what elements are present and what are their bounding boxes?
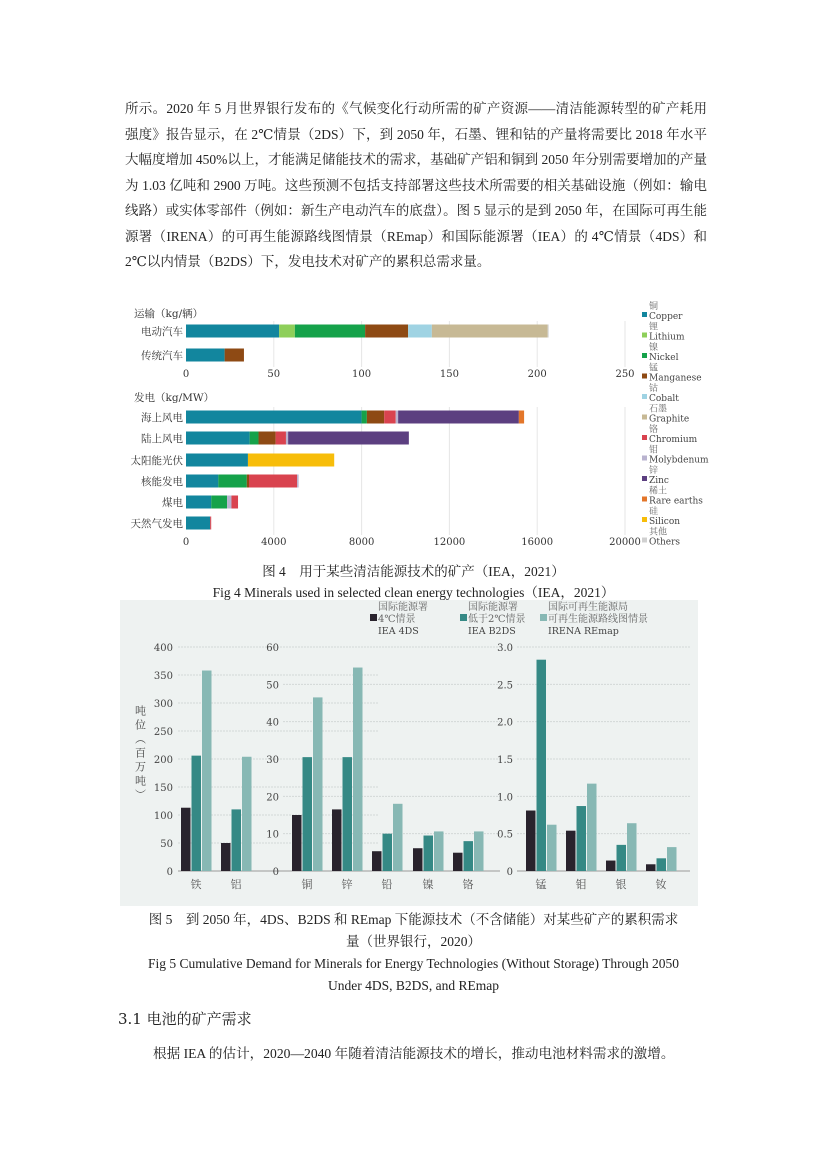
legend-label-cn: 钼	[649, 445, 659, 456]
y-tick-label: 0	[166, 867, 173, 878]
bar-irena-remap	[474, 831, 484, 871]
bar-segment-rare-earths	[519, 411, 524, 424]
bar-iea-4ds	[646, 864, 656, 871]
category-label: 铬	[462, 878, 474, 891]
y-tick-label: 350	[153, 671, 173, 682]
bar-segment-molybdenum	[396, 411, 398, 424]
legend-label-cn: 铜	[649, 302, 659, 312]
legend-swatch	[642, 312, 647, 317]
y-tick-label: 200	[153, 755, 173, 766]
bar-irena-remap	[627, 823, 637, 871]
y-tick-label: 150	[153, 783, 173, 794]
bar-iea-b2ds	[577, 806, 587, 871]
x-tick-label: 50	[267, 369, 281, 380]
body-paragraph-2: 根据 IEA 的估计，2020—2040 年随着清洁能源技术的增长，推动电池材料需求的激增。	[153, 1046, 675, 1061]
legend-label-en: Others	[649, 537, 681, 548]
legend-swatch	[540, 614, 547, 621]
bar-iea-4ds	[181, 808, 191, 871]
category-label: 钕	[655, 878, 667, 891]
bar-segment-copper	[186, 432, 250, 445]
fig5-caption-en-1: Fig 5 Cumulative Demand for Minerals for Energy Technologies (Without Storage) Through 2050	[148, 956, 679, 971]
bar-iea-b2ds	[464, 841, 474, 871]
y-tick-label: 10	[266, 829, 279, 841]
bar-segment-nickel	[250, 432, 259, 445]
legend-swatch	[642, 394, 647, 399]
figure-4-minerals-chart	[120, 300, 710, 552]
bar-segment-chromium	[276, 432, 286, 445]
bar-iea-b2ds	[192, 756, 202, 871]
legend-label-en: Lithium	[649, 332, 685, 343]
bar-segment-zinc	[288, 432, 409, 445]
legend-label-cn: 锂	[649, 322, 659, 333]
y-tick-label: 0	[272, 867, 279, 878]
legend-label-cn1: 国际能源署	[468, 602, 518, 613]
category-label: 锰	[535, 878, 547, 891]
x-tick-label: 150	[439, 369, 459, 380]
legend-label-en: Molybdenum	[649, 455, 709, 466]
bar-iea-b2ds	[383, 834, 393, 871]
legend-label-en: Silicon	[649, 517, 681, 527]
bar-segment-chromium	[249, 475, 297, 488]
bar-segment-chromium	[384, 411, 396, 424]
section-label: 发电（kg/MW）	[134, 392, 215, 404]
x-tick-label: 0	[182, 369, 190, 380]
fig4-caption-cn: 图 4 用于某些清洁能源技术的矿产（IEA，2021）	[262, 564, 565, 579]
row-label: 海上风电	[141, 412, 183, 424]
bar-segment-molybdenum	[286, 432, 288, 445]
y-axis-label: 吨位（百万吨）	[133, 705, 147, 803]
legend-swatch	[642, 435, 647, 440]
bar-segment-manganese	[367, 411, 384, 424]
legend-label-cn: 镍	[649, 343, 659, 353]
legend-swatch	[460, 614, 467, 621]
bar-iea-4ds	[292, 815, 302, 871]
y-tick-label: 50	[266, 680, 279, 692]
legend-label-cn: 其他	[649, 527, 668, 538]
bar-iea-b2ds	[303, 757, 313, 871]
bar-iea-4ds	[453, 853, 463, 871]
bar-segment-others	[548, 325, 549, 338]
legend-swatch	[642, 333, 647, 338]
legend-label-cn2: 低于2℃情景	[468, 614, 526, 625]
bar-iea-4ds	[566, 831, 576, 871]
legend-label-en: Copper	[649, 312, 683, 322]
y-tick-label: 3.0	[497, 643, 513, 654]
bar-iea-4ds	[332, 809, 342, 871]
legend-label-cn1: 国际能源署	[378, 602, 428, 613]
bar-irena-remap	[434, 831, 444, 871]
section-heading: 3.1 电池的矿产需求	[118, 1010, 252, 1028]
bar-segment-nickel	[218, 475, 246, 488]
legend-label-en: Cobalt	[649, 394, 679, 404]
legend-swatch	[642, 476, 647, 481]
legend-label-cn: 锰	[649, 363, 659, 374]
bar-iea-4ds	[413, 848, 423, 871]
bar-iea-b2ds	[537, 660, 547, 871]
y-tick-label: 300	[153, 699, 173, 710]
x-tick-label: 4000	[261, 537, 287, 548]
category-label: 镍	[422, 878, 434, 891]
bar-segment-copper	[186, 517, 210, 530]
legend-label-en: IRENA REmap	[548, 626, 619, 637]
category-label: 铁	[190, 878, 202, 891]
y-tick-label: 20	[266, 792, 279, 804]
legend-label-en: IEA 4DS	[378, 626, 419, 637]
bar-segment-zinc	[398, 411, 519, 424]
row-label: 核能发电	[141, 476, 183, 488]
row-label: 煤电	[162, 497, 183, 509]
bar-segment-chromium	[231, 496, 238, 509]
bar-segment-copper	[186, 475, 218, 488]
bar-segment-molybdenum	[297, 475, 299, 488]
legend-label-cn: 锌	[649, 466, 659, 476]
bar-segment-molybdenum	[227, 496, 231, 509]
y-tick-label: 400	[153, 643, 173, 654]
y-tick-label: 250	[153, 727, 173, 738]
bar-segment-nickel	[211, 496, 227, 509]
y-tick-label: 30	[266, 755, 279, 766]
legend-swatch	[642, 538, 647, 543]
legend-swatch	[642, 517, 647, 522]
x-tick-label: 16000	[521, 537, 554, 548]
fig4-caption-en: Fig 4 Minerals used in selected clean energy technologies（IEA，2021）	[212, 585, 615, 600]
legend-swatch	[642, 374, 647, 379]
fig5-caption-cn-1: 图 5 到 2050 年，4DS、B2DS 和 REmap 下能源技术（不含储能）对某些矿产的累积需求	[148, 912, 679, 927]
bar-segment-chromium	[210, 517, 211, 530]
x-tick-label: 100	[352, 369, 372, 380]
bar-iea-4ds	[221, 843, 231, 871]
bar-irena-remap	[667, 847, 677, 871]
bar-segment-graphite	[432, 325, 548, 338]
bar-segment-manganese	[247, 475, 249, 488]
legend-label-cn: 硅	[649, 507, 659, 517]
category-label: 钼	[575, 878, 587, 891]
legend-label-cn1: 国际可再生能源局	[548, 602, 628, 613]
legend-swatch	[642, 497, 647, 502]
category-label: 银	[615, 878, 627, 891]
bar-iea-4ds	[606, 861, 616, 871]
category-label: 铜	[301, 878, 313, 891]
bar-iea-4ds	[526, 811, 536, 871]
x-tick-label: 8000	[348, 537, 375, 548]
category-label: 铅	[381, 878, 393, 891]
bar-segment-copper	[186, 454, 248, 467]
y-tick-label: 0.5	[497, 829, 513, 841]
y-tick-label: 2.0	[497, 717, 513, 729]
bar-irena-remap	[353, 668, 363, 871]
legend-swatch	[370, 614, 377, 621]
y-tick-label: 50	[160, 839, 173, 850]
y-tick-label: 1.0	[497, 792, 513, 804]
bar-segment-copper	[186, 325, 279, 338]
bar-irena-remap	[242, 757, 252, 871]
bar-segment-manganese	[259, 432, 276, 445]
bar-iea-4ds	[372, 851, 382, 871]
bar-segment-lithium	[279, 325, 295, 338]
fig5-caption-cn-2: 量（世界银行，2020）	[346, 934, 481, 949]
bar-irena-remap	[313, 697, 323, 871]
bar-segment-nickel	[295, 325, 365, 338]
bar-segment-manganese	[225, 349, 244, 362]
legend-label-cn: 钴	[649, 384, 659, 394]
y-tick-label: 60	[266, 643, 279, 654]
x-tick-label: 200	[527, 369, 547, 380]
bar-segment-copper	[186, 411, 362, 424]
bar-segment-cobalt	[408, 325, 432, 338]
y-tick-label: 2.5	[497, 680, 513, 692]
row-label: 太阳能光伏	[130, 455, 183, 467]
bar-segment-silicon	[248, 454, 334, 467]
bar-iea-b2ds	[424, 836, 434, 871]
bar-segment-copper	[186, 496, 211, 509]
legend-swatch	[642, 353, 647, 358]
bar-segment-nickel	[362, 411, 367, 424]
fig5-caption-en-2: Under 4DS, B2DS, and REmap	[328, 978, 499, 993]
y-tick-label: 40	[266, 717, 279, 729]
y-tick-label: 100	[153, 811, 173, 822]
legend-swatch	[642, 456, 647, 461]
legend-label-en: Chromium	[649, 435, 698, 445]
bar-irena-remap	[587, 784, 597, 871]
x-tick-label: 0	[182, 537, 190, 548]
body-paragraph: 所示。2020 年 5 月世界银行发布的《气候变化行动所需的矿产资源——清洁能源转型的矿产耗用强度》报告显示，在 2℃情景（2DS）下，到 2050 年，石墨、锂和钴的产量将需要比 2018 年水平大幅度增加 450%以上，才能满足储能技术的需求，基础矿产铝和铜到 2050 年分别需要增加的产量为 1.03 亿吨和 2900 万吨。这些预测不包括支持部署这些技术所需要的相关基础设施（例如：输电线路）或实体零部件（例如：新生产电动汽车的底盘）。图 5 显示的是到 2050 年，在国际可再生能源署（IRENA）的可再生能源路线图情景（REmap）和国际能源署（IEA）的 4℃情景（4DS）和 2℃以内情景（B2DS）下，发电技术对矿产的累积总需求量。	[125, 101, 707, 269]
legend-label-en: Nickel	[649, 353, 679, 363]
legend-label-en: Manganese	[649, 373, 702, 384]
bar-iea-b2ds	[617, 845, 627, 871]
x-tick-label: 20000	[609, 537, 641, 548]
bar-irena-remap	[393, 804, 403, 871]
legend-label-cn2: 4℃情景	[378, 614, 416, 625]
bar-irena-remap	[202, 671, 212, 871]
bar-segment-manganese	[365, 325, 408, 338]
y-tick-label: 0	[506, 867, 513, 878]
x-tick-label: 250	[615, 369, 635, 380]
legend-label-cn2: 可再生能源路线图情景	[548, 614, 648, 625]
legend-label-en: IEA B2DS	[468, 626, 516, 637]
legend-label-cn: 稀土	[649, 486, 668, 497]
legend-label-en: Graphite	[649, 414, 690, 425]
row-label: 传统汽车	[141, 350, 183, 362]
section-label: 运输（kg/辆）	[134, 308, 204, 320]
row-label: 天然气发电	[130, 518, 183, 530]
bar-irena-remap	[547, 825, 557, 871]
category-label: 锌	[341, 878, 353, 891]
legend-label-en: Zinc	[649, 476, 669, 486]
figure-5-cumulative-demand-chart	[120, 600, 698, 906]
legend-label-cn: 石墨	[649, 404, 668, 415]
legend-swatch	[642, 415, 647, 420]
bar-iea-b2ds	[657, 858, 667, 871]
row-label: 陆上风电	[141, 433, 183, 445]
bar-iea-b2ds	[343, 757, 353, 871]
bar-iea-b2ds	[232, 809, 242, 871]
category-label: 铝	[230, 878, 242, 891]
x-tick-label: 12000	[433, 537, 466, 548]
row-label: 电动汽车	[141, 326, 183, 338]
legend-label-en: Rare earths	[649, 496, 703, 507]
legend-label-cn: 铬	[649, 425, 659, 435]
y-tick-label: 1.5	[497, 755, 513, 766]
bar-segment-copper	[186, 349, 225, 362]
